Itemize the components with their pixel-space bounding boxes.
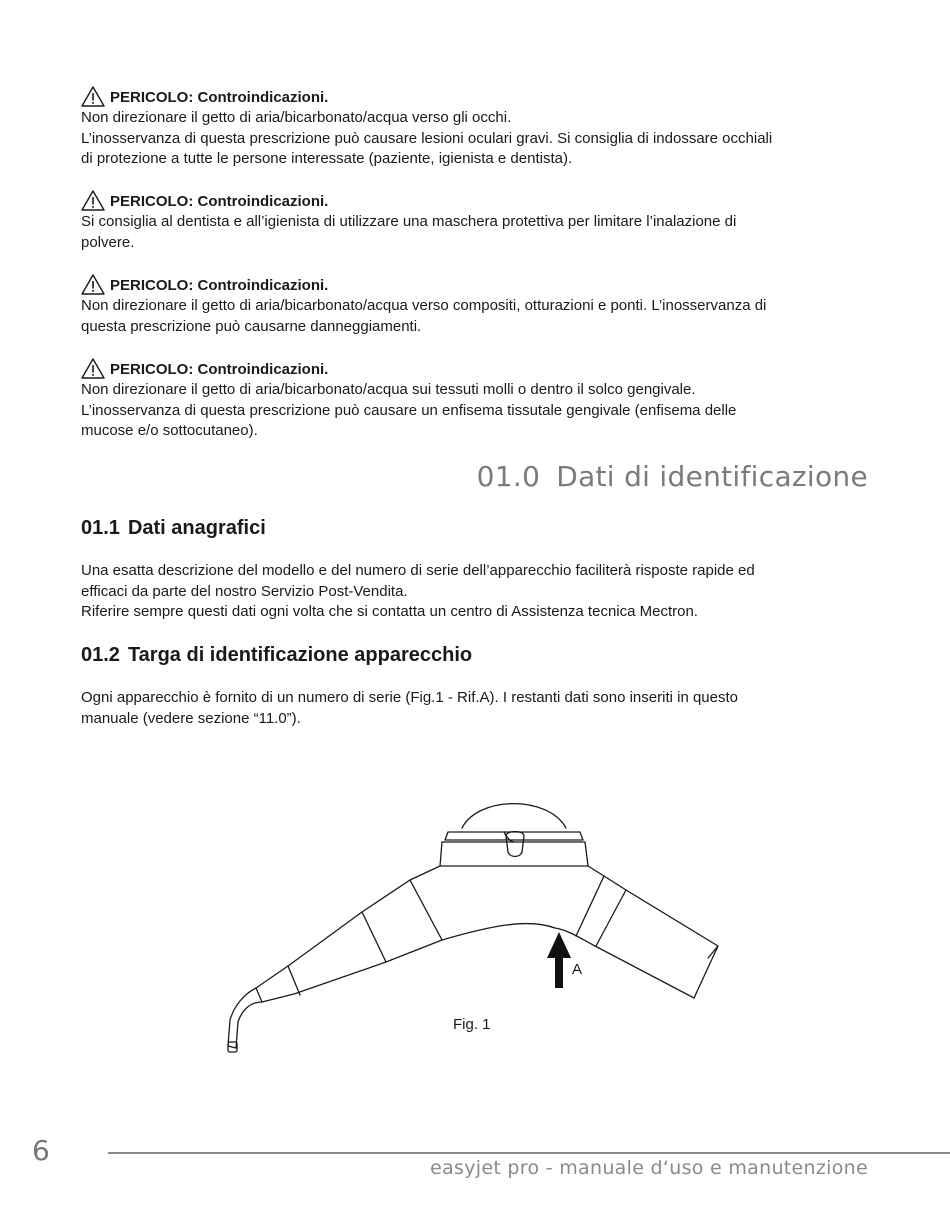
- warning-block-2: [81, 190, 871, 253]
- warning-title: PERICOLO: Controindicazioni.: [110, 276, 329, 294]
- subsection-number: 01.2: [81, 644, 120, 666]
- warning-title: PERICOLO: Controindicazioni.: [110, 360, 329, 378]
- body-text-line: Riferire sempre questi dati ogni volta che si contatta un centro di Assistenza tecnica Mectron.: [81, 603, 698, 620]
- warning-title: PERICOLO: Controindicazioni.: [110, 88, 329, 106]
- warning-text-line: questa prescrizione può causarne danneggiamenti.: [81, 317, 422, 335]
- warning-block-1: [81, 86, 871, 170]
- warning-text-line: Non direzionare il getto di aria/bicarbonato/acqua verso gli occhi.: [81, 109, 512, 126]
- warning-text-line: Non direzionare il getto di aria/bicarbonato/acqua verso compositi, otturazioni e ponti. L’inosservanza di: [81, 297, 767, 314]
- warning-triangle-icon: [81, 190, 105, 211]
- page-number: 6: [32, 1134, 50, 1167]
- figure-caption: Fig. 1: [453, 1016, 491, 1033]
- subsection-1-body: [81, 561, 871, 623]
- warning-text-line: Si consiglia al dentista e all’igienista di utilizzare una maschera protettiva per limitare l’inalazione di: [81, 213, 737, 230]
- footer-divider: [108, 1152, 950, 1154]
- subsection-heading-2: [81, 644, 472, 667]
- section-number: 01.0: [476, 460, 541, 493]
- warning-block-3: [81, 274, 871, 337]
- subsection-2-body: [81, 688, 871, 729]
- warning-text-line: polvere.: [81, 233, 135, 251]
- warning-text-line: Non direzionare il getto di aria/bicarbonato/acqua sui tessuti molli o dentro il solco gengivale.: [81, 381, 696, 398]
- warning-triangle-icon: [81, 358, 105, 379]
- warning-text-line: L’inosservanza di questa prescrizione può causare un enfisema tissutale gengivale (enfisema delle: [81, 401, 737, 419]
- arrow-up-icon: [545, 930, 573, 990]
- body-text-line: manuale (vedere sezione “11.0”).: [81, 709, 301, 727]
- figure-reference-label: A: [572, 961, 583, 978]
- subsection-title: Dati anagrafici: [127, 517, 266, 539]
- warning-text-line: L’inosservanza di questa prescrizione può causare lesioni oculari gravi. Si consiglia di indossare occhiali: [81, 129, 773, 147]
- warning-text-line: mucose e/o sottocutaneo).: [81, 422, 258, 439]
- footer-title: easyjet pro - manuale d‘uso e manutenzione: [430, 1157, 868, 1179]
- body-text-line: efficaci da parte del nostro Servizio Post-Vendita.: [81, 582, 408, 600]
- section-title: [477, 460, 868, 493]
- warning-triangle-icon: [81, 86, 105, 107]
- body-text-line: Ogni apparecchio è fornito di un numero di serie (Fig.1 - Rif.A). I restanti dati sono inseriti in questo: [81, 689, 738, 706]
- warning-title: PERICOLO: Controindicazioni.: [110, 192, 329, 210]
- subsection-title: Targa di identificazione apparecchio: [127, 644, 473, 666]
- warning-text-line: di protezione a tutte le persone interessate (paziente, igienista e dentista).: [81, 150, 573, 167]
- subsection-number: 01.1: [81, 517, 120, 539]
- body-text-line: Una esatta descrizione del modello e del numero di serie dell’apparecchio faciliterà risposte rapide ed: [81, 562, 755, 579]
- warning-block-4: [81, 358, 871, 442]
- section-title-text: Dati di identificazione: [556, 460, 868, 493]
- subsection-heading-1: [81, 517, 266, 540]
- warning-triangle-icon: [81, 274, 105, 295]
